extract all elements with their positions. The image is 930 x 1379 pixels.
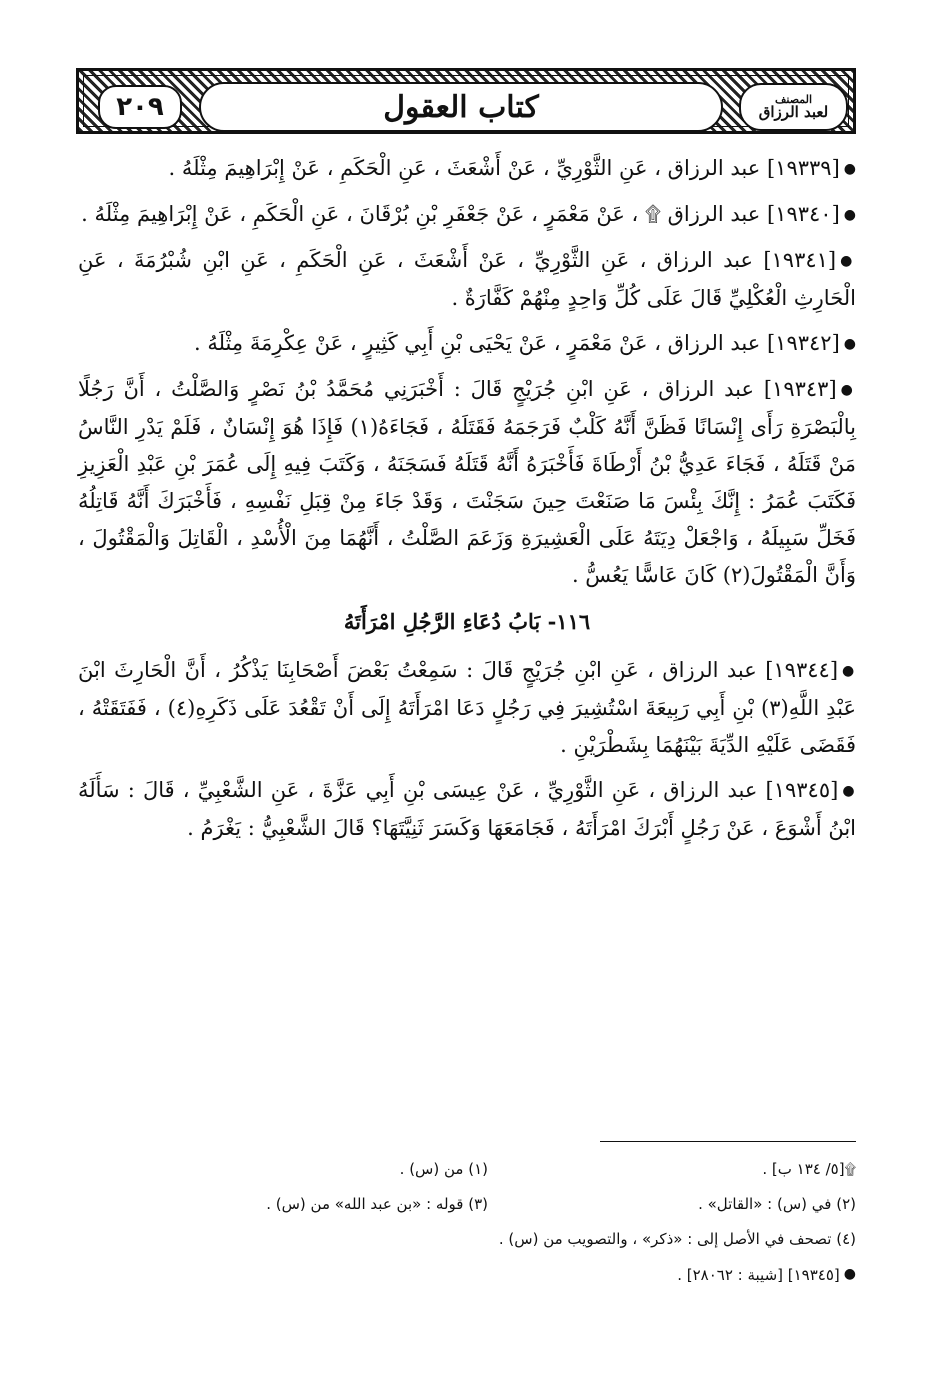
hadith-19343 xyxy=(78,371,856,594)
page-header xyxy=(76,68,856,134)
hadith-text: [١٩٣٤٤] عبد الرزاق ، عَنِ ابْنِ جُرَيْجٍ قَالَ : سَمِعْتُ بَعْضَ أَصْحَابِنَا يَذْكُرُ ، أَنَّ الْحَارِثَ ابْنَ عَبْدِ اللَّهِ(٣) بْنِ أَبِي رَبِيعَةَ اسْتُشِيرَ فِي رَجُلٍ دَعَا امْرَأَتَهُ إِلَى أَنْ تَقْعُدَ عَلَى ذَكَرِهِ(٤) ، فَفَتَقَتْهُ ، فَقَضَى عَلَيْهِ الدِّيَةَ بَيْنَهُمَا بِشَطْرَيْنِ . xyxy=(78,658,857,757)
hadith-text: [١٩٣٤٠] عبد الرزاق ۩ ، عَنْ مَعْمَرٍ ، عَنْ جَعْفَرِ بْنِ بُرْقَانَ ، عَنِ الْحَكَمِ ، عَنْ إِبْرَاهِيمَ مِثْلَهُ . xyxy=(81,202,840,226)
hadith-text: [١٩٣٤٥] عبد الرزاق ، عَنِ الثَّوْرِيِّ ، عَنْ عِيسَى بْنِ أَبِي عَزَّةَ ، عَنِ الشَّعْبِيِّ ، قَالَ : سَأَلَهُ ابْنُ أَشْوَعَ ، عَنْ رَجُلٍ أَبْرَكَ امْرَأَتَهُ ، فَجَامَعَهَا وَكَسَرَ ثَنِيَّتَهَا؟ قَالَ الشَّعْبِيُّ : يَغْرَمُ . xyxy=(78,778,856,840)
book-title-cartouche xyxy=(199,82,723,132)
footnote-2: (٢) في (س) : «القاتل» . xyxy=(698,1195,856,1213)
hadith-19342 xyxy=(78,325,856,363)
cross-reference-text: [١٩٣٤٥] [شيبة : ٢٨٠٦٢] . xyxy=(677,1266,840,1284)
bullet-icon: ● xyxy=(843,1266,856,1282)
footnote-4: (٤) تصحف في الأصل إلى : «ذكر» ، والتصويب من (س) . xyxy=(498,1230,856,1248)
main-text xyxy=(78,150,856,855)
logo-line-top: المصنف xyxy=(774,93,812,106)
chapter-heading: ١١٦- بَابُ دُعَاءِ الرَّجُلِ امْرَأَتَهُ xyxy=(343,609,591,634)
bullet-icon: ● xyxy=(840,382,856,398)
bullet-icon: ● xyxy=(842,783,856,799)
bullet-icon: ● xyxy=(843,336,856,352)
footnote-1: (١) من (س) . xyxy=(399,1160,488,1178)
page-number: ٢٠٩ xyxy=(116,92,164,122)
hadith-19344 xyxy=(78,652,856,764)
footnote-row xyxy=(120,1187,856,1222)
hadith-19341 xyxy=(78,242,856,317)
hadith-text: [١٩٣٣٩] عبد الرزاق ، عَنِ الثَّوْرِيِّ ، عَنْ أَشْعَثَ ، عَنِ الْحَكَمِ ، عَنْ إِبْرَاهِيمَ مِثْلَهُ . xyxy=(168,156,840,180)
hadith-text: [١٩٣٤١] عبد الرزاق ، عَنِ الثَّوْرِيِّ ، عَنْ أَشْعَثَ ، عَنِ الْحَكَمِ ، عَنِ ابْنِ شُبْرُمَةَ ، عَنِ الْحَارِثِ الْعُكْلِيِّ قَالَ عَلَى كُلِّ وَاحِدٍ مِنْهُمْ كَفَّارَةٌ . xyxy=(78,248,856,310)
hadith-19339 xyxy=(78,150,856,188)
page-number-cartouche xyxy=(98,85,182,129)
hadith-19340 xyxy=(78,196,856,234)
hadith-text: [١٩٣٤٣] عبد الرزاق ، عَنِ ابْنِ جُرَيْجٍ قَالَ : أَخْبَرَنِي مُحَمَّدُ بْنُ نَصْرٍ وَالصَّلْتُ ، أَنَّ رَجُلًا بِالْبَصْرَةِ رَأَى إِنْسَانًا فَظَنَّ أَنَّهُ كَلْبٌ فَرَجَمَهُ فَقَتَلَهُ ، فَجَاءَهُ(١) فَإِذَا هُوَ إِنْسَانٌ ، فَلَمْ يَدْرِ النَّاسُ مَنْ قَتَلَهُ ، فَجَاءَ عَدِيُّ بْنُ أَرْطَاةَ فَأَخْبَرَهُ أَنَّهُ قَتَلَهُ فَسَجَنَهُ ، وَكَتَبَ فِيهِ إِلَى عُمَرَ بْنِ عَبْدِ الْعَزِيزِ فَكَتَبَ عُمَرُ : إِنَّكَ بِئْسَ مَا صَنَعْتَ حِينَ سَجَنْتَ ، وَقَدْ جَاءَ مِنْ قِبَلِ نَفْسِهِ ، فَأَخْبَرَكَ أَنَّهُ قَاتِلُهُ فَخَلِّ سَبِيلَهُ ، وَاجْعَلْ دِيَتَهُ عَلَى الْعَشِيرَةِ وَزَعَمَ الصَّلْتُ ، أَنَّهُمَا مِنَ الْأُسْدِ ، الْقَاتِلَ وَالْمَقْتُولَ ، وَأَنَّ الْمَقْتُولَ(٢) كَانَ عَاسًّا يَعُسُّ . xyxy=(78,377,856,587)
footnote-3: (٣) قوله : «بن عبد الله» من (س) . xyxy=(266,1195,488,1213)
manuscript-reference: ۩[٥/ ١٣٤ ب] . xyxy=(762,1160,856,1178)
footnotes xyxy=(120,1152,856,1293)
logo-text xyxy=(759,94,829,120)
bullet-icon: ● xyxy=(840,253,856,269)
hadith-19345 xyxy=(78,772,856,847)
bullet-icon: ● xyxy=(843,161,856,177)
footnote-divider xyxy=(600,1141,856,1142)
publisher-logo xyxy=(739,83,848,131)
bullet-icon: ● xyxy=(843,207,856,223)
logo-line-bottom: لعبد الرزاق xyxy=(758,103,829,121)
bullet-icon: ● xyxy=(842,663,856,679)
book-title: كتاب العقول xyxy=(383,89,539,125)
cross-reference xyxy=(120,1257,856,1293)
hadith-text: [١٩٣٤٢] عبد الرزاق ، عَنْ مَعْمَرٍ ، عَنْ يَحْيَى بْنِ أَبِي كَثِيرٍ ، عَنْ عِكْرِمَةَ مِثْلَهُ . xyxy=(194,331,840,355)
footnote-row xyxy=(120,1152,856,1187)
header-frame xyxy=(83,75,849,127)
